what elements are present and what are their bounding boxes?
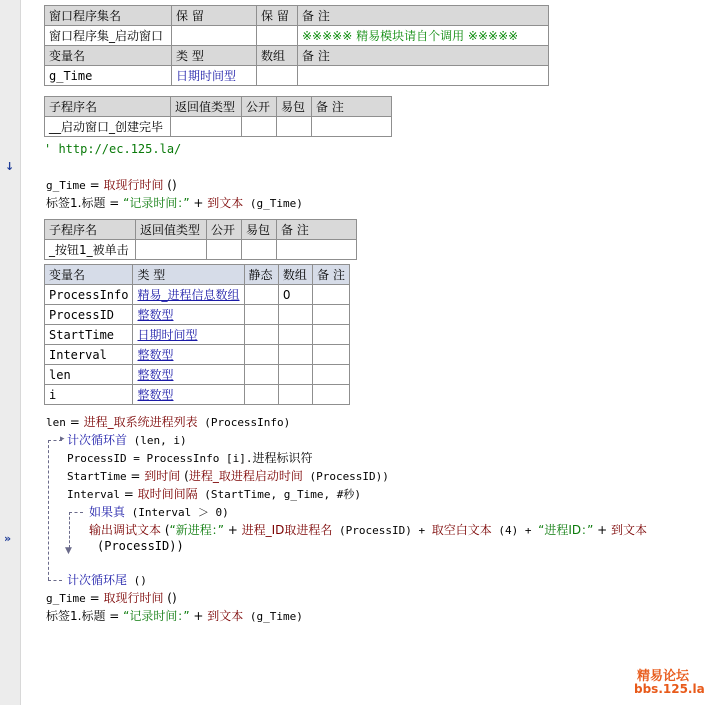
- code-line[interactable]: 标签1.标题 = “记录时间：” + 到文本 (g_Time): [46, 196, 303, 210]
- code-comment[interactable]: ' http://ec.125.la/: [44, 142, 182, 156]
- if-end-arrow-icon: ▼: [65, 546, 72, 556]
- var-type-cell[interactable]: 精易_进程信息数组: [133, 285, 244, 305]
- cell[interactable]: [244, 365, 278, 385]
- cell[interactable]: [313, 365, 350, 385]
- cell[interactable]: [313, 325, 350, 345]
- watermark-url: bbs.125.la: [634, 682, 705, 696]
- subroutine-name-cell[interactable]: __启动窗口_创建完毕: [45, 117, 171, 137]
- header-cell: 类 型: [172, 46, 257, 66]
- assembly-name-cell[interactable]: 窗口程序集_启动窗口: [45, 26, 172, 46]
- if-guide: [69, 512, 70, 548]
- breakpoint-marker-icon: »: [4, 532, 12, 545]
- current-line-arrow-icon: ↓: [5, 160, 15, 173]
- loop-arrow-icon: ▸: [60, 434, 65, 444]
- header-cell: 数组: [257, 46, 298, 66]
- cell[interactable]: [313, 345, 350, 365]
- if-line[interactable]: 如果真 (Interval ＞ 0): [89, 505, 229, 519]
- assembly-comment-cell[interactable]: ※※※※※ 精易模块请自个调用 ※※※※※: [298, 26, 549, 46]
- cell[interactable]: [278, 385, 312, 405]
- code-line[interactable]: ProcessID = ProcessInfo [i].进程标识符: [67, 451, 313, 465]
- var-name-cell[interactable]: len: [45, 365, 133, 385]
- var-type-cell[interactable]: 整数型: [133, 365, 244, 385]
- header-cell: 类 型: [133, 265, 244, 285]
- header-cell: 返回值类型: [136, 220, 207, 240]
- code-line[interactable]: 输出调试文本 (“新进程：” + 进程_ID取进程名 (ProcessID) + 取空白文本 (4) + “进程ID：” + 到文本: [89, 523, 648, 537]
- header-cell: 子程序名: [45, 220, 136, 240]
- header-cell: 备 注: [312, 97, 392, 117]
- cell[interactable]: [244, 285, 278, 305]
- cell[interactable]: [257, 26, 298, 46]
- cell[interactable]: [313, 305, 350, 325]
- code-line-continuation[interactable]: (ProcessID)): [97, 539, 184, 553]
- cell[interactable]: [171, 117, 242, 137]
- cell[interactable]: [278, 305, 312, 325]
- header-cell: 窗口程序集名: [45, 6, 172, 26]
- header-cell: 数组: [278, 265, 312, 285]
- cell[interactable]: [312, 117, 392, 137]
- watermark-title: 精易论坛: [637, 669, 690, 684]
- cell[interactable]: [313, 285, 350, 305]
- header-cell: 公开: [242, 97, 277, 117]
- var-name-cell[interactable]: ProcessInfo: [45, 285, 133, 305]
- cell[interactable]: [278, 365, 312, 385]
- header-cell: 易包: [277, 97, 312, 117]
- var-name-cell[interactable]: StartTime: [45, 325, 133, 345]
- loop-start-line[interactable]: 计次循环首 (len, i): [67, 433, 187, 447]
- loop-guide: [48, 440, 49, 580]
- if-guide: [69, 512, 83, 513]
- header-cell: 静态: [244, 265, 278, 285]
- cell[interactable]: [277, 117, 312, 137]
- var-type-cell[interactable]: 日期时间型: [133, 325, 244, 345]
- loop-guide: [48, 580, 62, 581]
- cell[interactable]: [207, 240, 242, 260]
- var-type-cell[interactable]: 整数型: [133, 345, 244, 365]
- cell[interactable]: [278, 345, 312, 365]
- subroutine-table-1: [44, 96, 392, 137]
- header-cell: 备 注: [313, 265, 350, 285]
- cell[interactable]: [136, 240, 207, 260]
- header-cell: 保 留: [257, 6, 298, 26]
- cell[interactable]: [244, 325, 278, 345]
- header-cell: 备 注: [277, 220, 357, 240]
- var-name-cell[interactable]: i: [45, 385, 133, 405]
- subroutine-table-2: [44, 219, 357, 260]
- header-cell: 易包: [242, 220, 277, 240]
- cell[interactable]: [313, 385, 350, 405]
- header-cell: 备 注: [298, 46, 549, 66]
- code-line[interactable]: g_Time = 取现行时间 (): [46, 178, 177, 192]
- subroutine-name-cell[interactable]: _按钮1_被单击: [45, 240, 136, 260]
- var-name-cell[interactable]: Interval: [45, 345, 133, 365]
- cell[interactable]: [172, 26, 257, 46]
- editor-gutter: [0, 0, 21, 705]
- var-name-cell[interactable]: g_Time: [45, 66, 172, 86]
- code-line[interactable]: StartTime = 到时间 (进程_取进程启动时间 (ProcessID)): [67, 469, 389, 483]
- cell[interactable]: [244, 305, 278, 325]
- code-line[interactable]: Interval = 取时间间隔 (StartTime, g_Time, #秒): [67, 487, 362, 501]
- cell[interactable]: [242, 117, 277, 137]
- loop-end-line[interactable]: 计次循环尾 (): [67, 573, 147, 587]
- assembly-table: [44, 5, 549, 86]
- header-cell: 返回值类型: [171, 97, 242, 117]
- code-line[interactable]: g_Time = 取现行时间 (): [46, 591, 177, 605]
- header-cell: 公开: [207, 220, 242, 240]
- cell[interactable]: [244, 385, 278, 405]
- cell[interactable]: [242, 240, 277, 260]
- cell[interactable]: [277, 240, 357, 260]
- header-cell: 保 留: [172, 6, 257, 26]
- cell[interactable]: [298, 66, 549, 86]
- var-name-cell[interactable]: ProcessID: [45, 305, 133, 325]
- var-type-cell[interactable]: 整数型: [133, 305, 244, 325]
- local-variables-table: [44, 264, 350, 405]
- var-type-cell[interactable]: 日期时间型: [172, 66, 257, 86]
- header-cell: 变量名: [45, 46, 172, 66]
- code-line[interactable]: 标签1.标题 = “记录时间：” + 到文本 (g_Time): [46, 609, 303, 623]
- cell[interactable]: 0: [278, 285, 312, 305]
- code-line[interactable]: len = 进程_取系统进程列表 (ProcessInfo): [46, 415, 291, 429]
- cell[interactable]: [244, 345, 278, 365]
- header-cell: 备 注: [298, 6, 549, 26]
- cell[interactable]: [257, 66, 298, 86]
- var-type-cell[interactable]: 整数型: [133, 385, 244, 405]
- header-cell: 变量名: [45, 265, 133, 285]
- header-cell: 子程序名: [45, 97, 171, 117]
- cell[interactable]: [278, 325, 312, 345]
